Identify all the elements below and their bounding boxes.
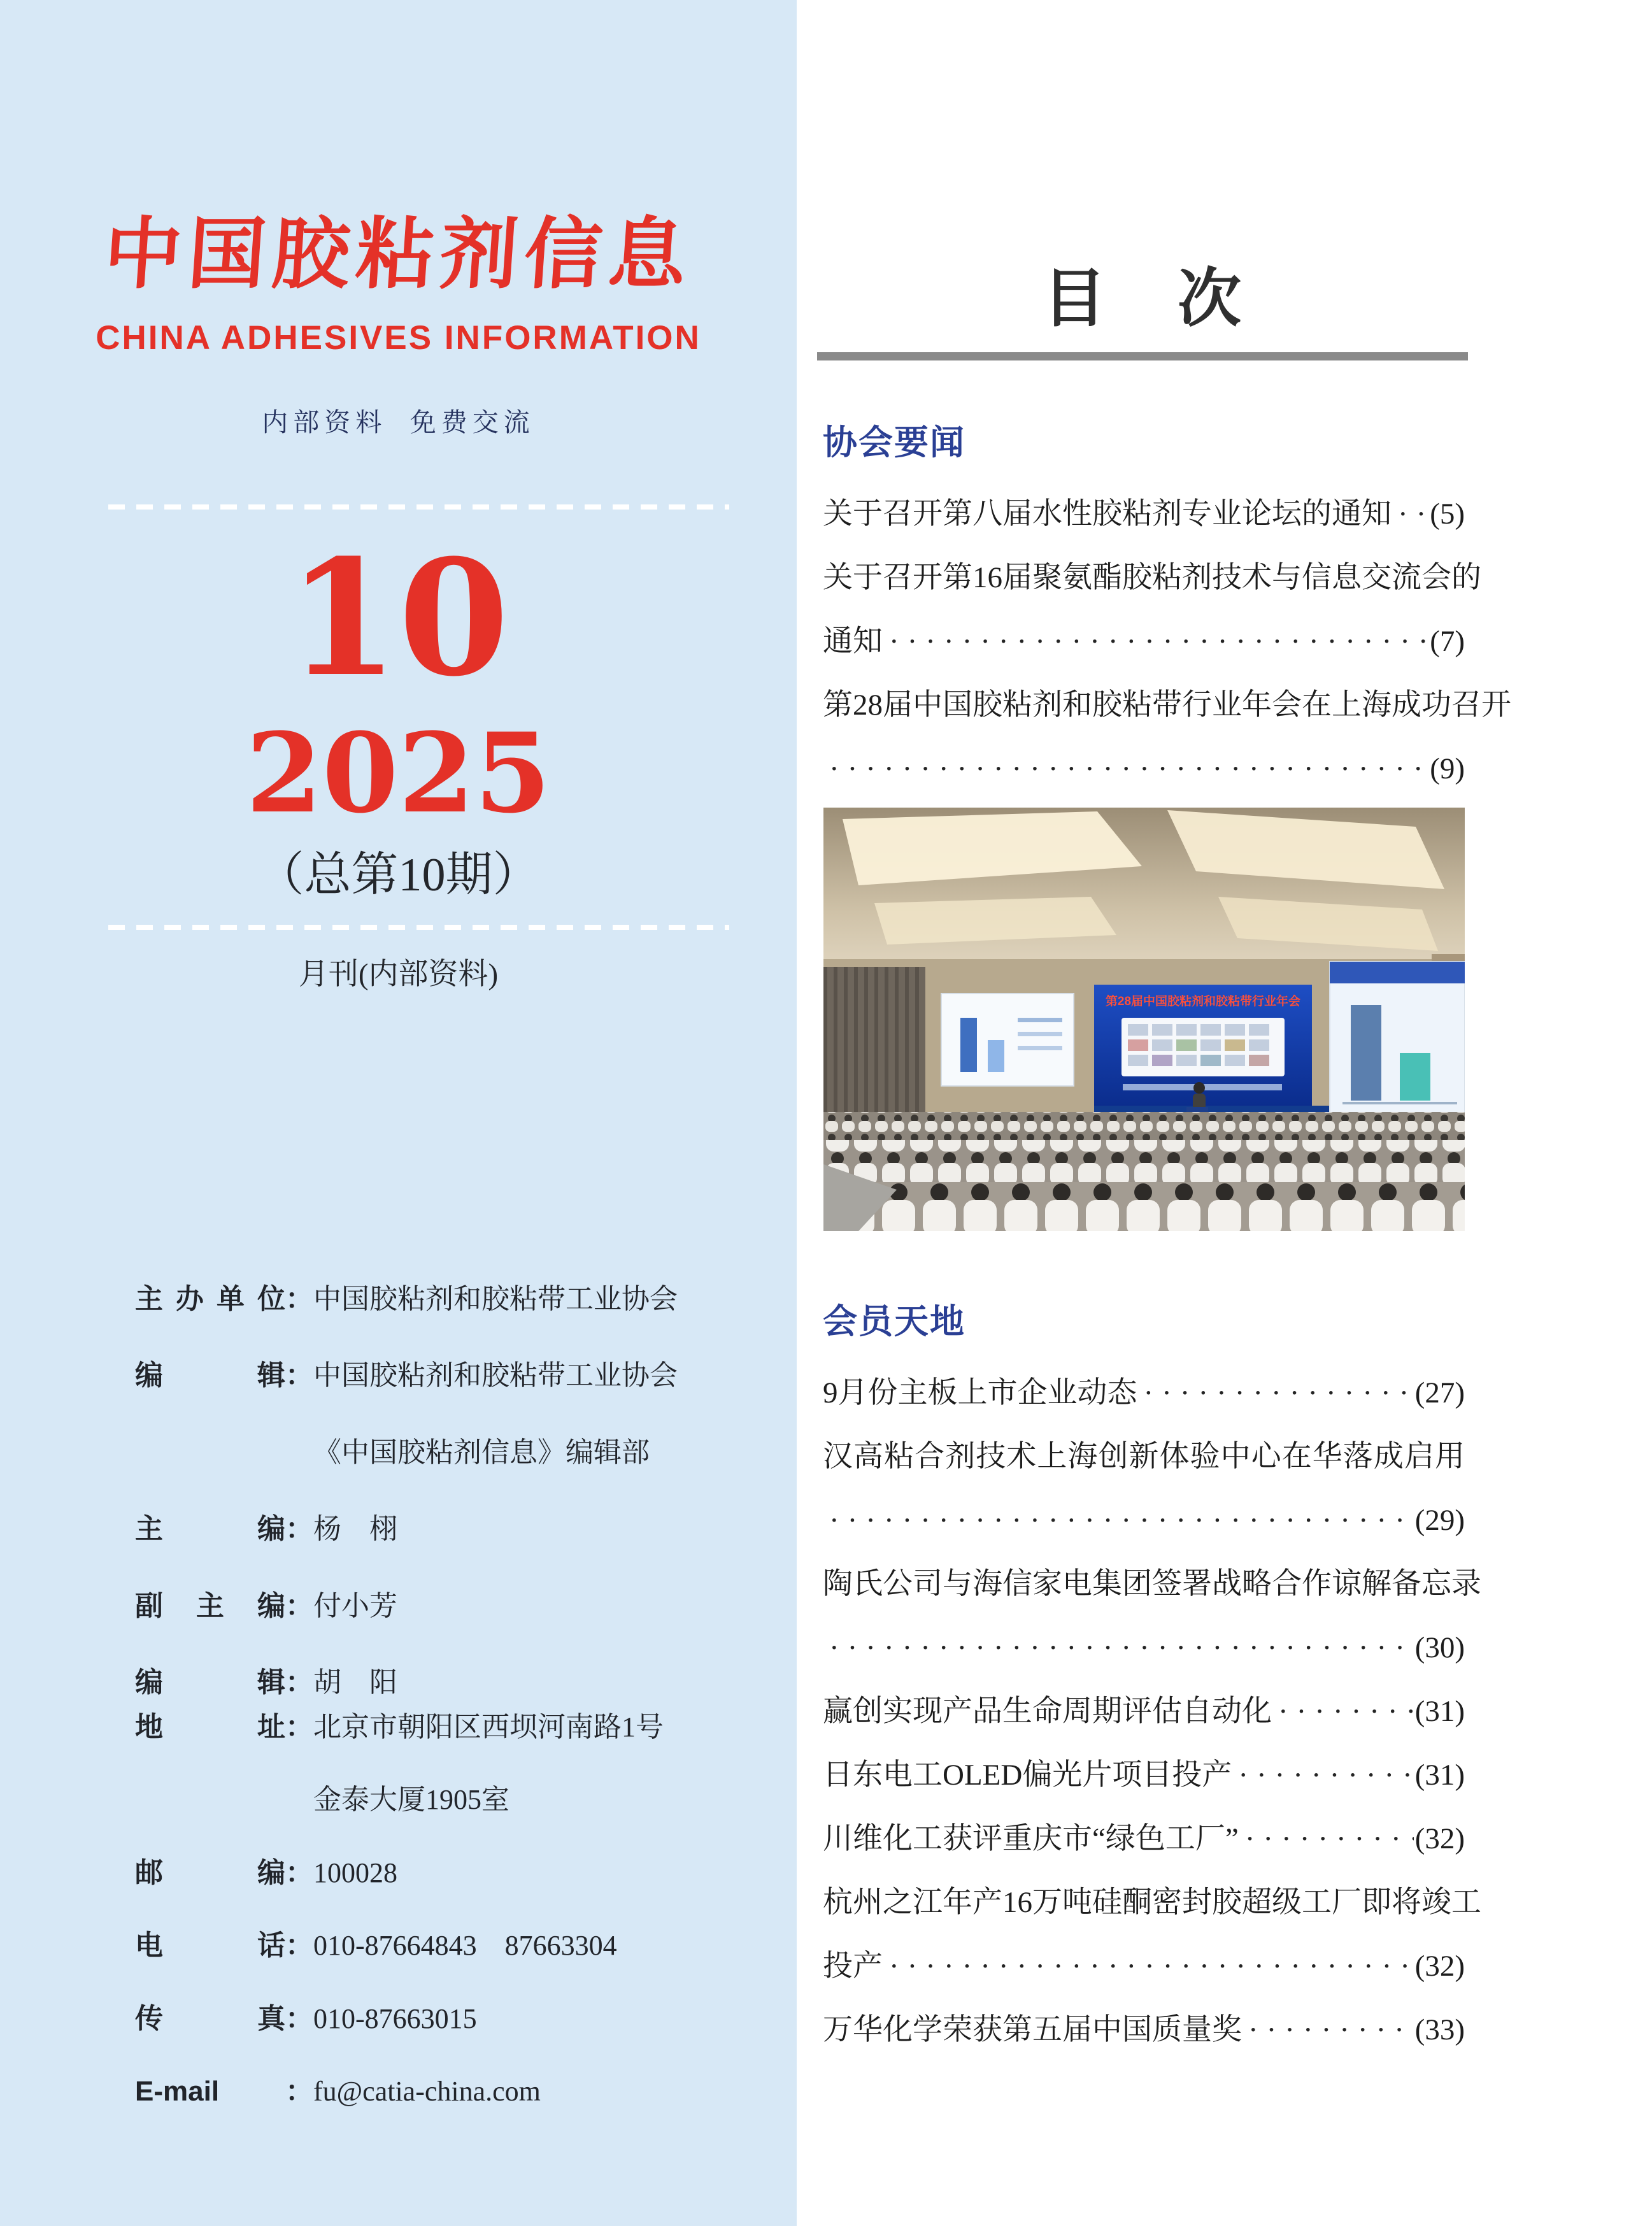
- toc-section-association-news: [823, 415, 1511, 801]
- dot-leader: [1272, 1680, 1414, 1743]
- contact-info-list: [0, 1712, 797, 2149]
- info-label: 邮编: [135, 1857, 285, 1888]
- section-heading: 协会要闻: [823, 424, 965, 462]
- info-colon: ：: [285, 1930, 313, 1962]
- info-value: 北京市朝阳区西坝河南路1号: [313, 1711, 664, 1743]
- issue-year: 2025: [246, 708, 551, 838]
- publisher-info-row: [135, 1514, 797, 1545]
- toc-entry: [823, 546, 1481, 610]
- toc-entry-title: 杭州之江年产16万吨硅酮密封胶超级工厂即将竣工: [823, 1886, 1481, 1919]
- dot-leader: [1239, 1807, 1414, 1871]
- section-heading: 会员天地: [823, 1302, 965, 1341]
- contact-info-row: [135, 1930, 797, 1961]
- toc-entry: [823, 1425, 1465, 1488]
- frequency-note: 月刊(内部资料): [298, 958, 499, 991]
- info-label: 主编: [135, 1513, 285, 1545]
- toc-page-number: (31): [1414, 1759, 1465, 1792]
- toc-line-list: [823, 482, 1511, 801]
- toc-page-number: (30): [1414, 1631, 1465, 1664]
- dot-leader: [1392, 482, 1428, 546]
- toc-entry: [823, 1616, 1465, 1680]
- info-value: 010-87663015: [313, 2002, 477, 2034]
- info-colon: ：: [285, 1513, 313, 1545]
- info-colon: ：: [285, 1711, 313, 1743]
- right-screen: [1330, 962, 1465, 1115]
- toc-entry: [823, 673, 1511, 737]
- toc-entry: [823, 1934, 1465, 1998]
- publisher-info-row: [135, 1284, 797, 1315]
- toc-entry: [823, 1871, 1481, 1934]
- toc-entry-title: 赢创实现产品生命周期评估自动化: [823, 1695, 1272, 1728]
- info-colon: ：: [285, 1590, 313, 1622]
- toc-entry: [823, 610, 1465, 673]
- info-label: 编辑: [135, 1360, 285, 1392]
- info-colon: ：: [285, 1283, 313, 1315]
- conference-photo: [823, 808, 1465, 1231]
- publisher-info-list: [0, 1284, 797, 1744]
- info-label: 电话: [135, 1930, 285, 1962]
- toc-entry: [823, 1998, 1465, 2062]
- publisher-info-row: [135, 1591, 797, 1622]
- info-colon: ：: [285, 2002, 313, 2034]
- toc-entry: [823, 482, 1465, 546]
- toc-page-number: (29): [1414, 1504, 1465, 1537]
- info-value: 胡 阳: [313, 1666, 397, 1698]
- toc-entry-title: 关于召开第16届聚氨酯胶粘剂技术与信息交流会的: [823, 561, 1481, 594]
- toc-entry: [823, 1488, 1465, 1552]
- toc-entry-title: 第28届中国胶粘剂和胶粘带行业年会在上海成功召开: [823, 688, 1511, 722]
- toc-line-list: [823, 1361, 1481, 2062]
- info-value: fu@catia-china.com: [313, 2075, 541, 2107]
- toc-page-number: (7): [1430, 625, 1465, 658]
- dot-leader: [823, 1488, 1414, 1552]
- left-screen: [941, 994, 1074, 1086]
- toc-page-number: (32): [1414, 1822, 1465, 1855]
- info-value: 中国胶粘剂和胶粘带工业协会: [313, 1283, 678, 1315]
- toc-section-member-world: [823, 1294, 1481, 2062]
- info-value: 100028: [313, 1857, 397, 1888]
- toc-entry: [823, 1552, 1481, 1616]
- logo-chinese: 中国胶粘剂信息: [101, 208, 696, 299]
- toc-entry: [823, 1680, 1465, 1743]
- cumulative-issue-note: （总第10期）: [257, 849, 540, 901]
- info-label: 主办单位: [135, 1283, 285, 1315]
- toc-title-rule: [817, 352, 1468, 360]
- info-colon: ：: [285, 1360, 313, 1392]
- toc-entry-title: 关于召开第八届水性胶粘剂专业论坛的通知: [823, 497, 1392, 531]
- issue-number: 10: [287, 524, 509, 711]
- toc-entry: [823, 1361, 1465, 1425]
- dot-leader: [1232, 1743, 1413, 1807]
- toc-page-number: (33): [1414, 2013, 1465, 2046]
- toc-title: 目 次: [1043, 263, 1245, 334]
- contact-info-row: [135, 1858, 797, 1888]
- contact-info-row: [135, 1712, 797, 1743]
- dashed-divider-top: [108, 504, 729, 510]
- info-value: 金泰大厦1905室: [313, 1784, 509, 1816]
- toc-entry: [823, 1743, 1465, 1807]
- dot-leader: [1137, 1361, 1414, 1425]
- toc-entry-title: 川维化工获评重庆市“绿色工厂”: [823, 1822, 1239, 1855]
- info-value: 杨 栩: [313, 1513, 397, 1545]
- conference-photo-illustration: [823, 808, 1465, 1231]
- info-value: 中国胶粘剂和胶粘带工业协会: [313, 1360, 678, 1392]
- info-value: 付小芳: [313, 1590, 397, 1622]
- audience-front-rows: [823, 1182, 1465, 1231]
- dot-leader: [883, 610, 1428, 673]
- toc-entry-title: 万华化学荣获第五届中国质量奖: [823, 2013, 1242, 2046]
- contact-info-row: [135, 2076, 797, 2107]
- info-label: E-mail: [135, 2075, 220, 2107]
- toc-entry-title: 汉高粘合剂技术上海创新体验中心在华落成启用: [823, 1440, 1465, 1473]
- masthead-panel: [0, 0, 797, 2226]
- toc-page-number: (32): [1414, 1950, 1465, 1983]
- toc-page-number: (27): [1414, 1376, 1465, 1409]
- info-colon: ：: [285, 1857, 313, 1888]
- toc-page-number: (5): [1430, 497, 1465, 531]
- info-colon: ：: [285, 2075, 313, 2107]
- info-label: 编辑: [135, 1666, 285, 1698]
- publisher-info-row: [135, 1667, 797, 1698]
- info-colon: ：: [285, 1666, 313, 1698]
- dot-leader: [823, 737, 1428, 801]
- internal-material-tagline: 内部资料 免费交流: [262, 408, 535, 437]
- info-label: 副主编: [135, 1590, 285, 1622]
- info-label: 地址: [135, 1711, 285, 1743]
- curtain: [823, 967, 925, 1126]
- info-label: 传真: [135, 2002, 285, 2034]
- toc-entry-title: 9月份主板上市企业动态: [823, 1376, 1137, 1409]
- toc-page-number: (9): [1430, 752, 1465, 785]
- toc-page-number: (31): [1414, 1695, 1465, 1728]
- contact-info-row: [135, 2004, 797, 2034]
- dot-leader: [1242, 1998, 1414, 2062]
- contact-info-row: [135, 1785, 797, 1815]
- info-value: 010-87664843 87663304: [313, 1930, 617, 1962]
- info-value: 《中国胶粘剂信息》编辑部: [313, 1436, 650, 1468]
- toc-entry-title: 通知: [823, 625, 883, 658]
- stage-banner-text: 第28届中国胶粘剂和胶粘带行业年会: [1105, 995, 1301, 1008]
- dot-leader: [883, 1934, 1414, 1998]
- toc-entry: [823, 737, 1465, 801]
- toc-entry-title: 陶氏公司与海信家电集团签署战略合作谅解备忘录: [823, 1567, 1481, 1601]
- toc-entry-title: 投产: [823, 1950, 883, 1983]
- publisher-info-row: [135, 1438, 797, 1468]
- dot-leader: [823, 1616, 1414, 1680]
- toc-entry: [823, 1807, 1465, 1871]
- toc-entry-title: 日东电工OLED偏光片项目投产: [823, 1759, 1232, 1792]
- dashed-divider-bottom: [108, 925, 729, 930]
- publisher-info-row: [135, 1360, 797, 1391]
- logo-english: CHINA ADHESIVES INFORMATION: [96, 319, 701, 357]
